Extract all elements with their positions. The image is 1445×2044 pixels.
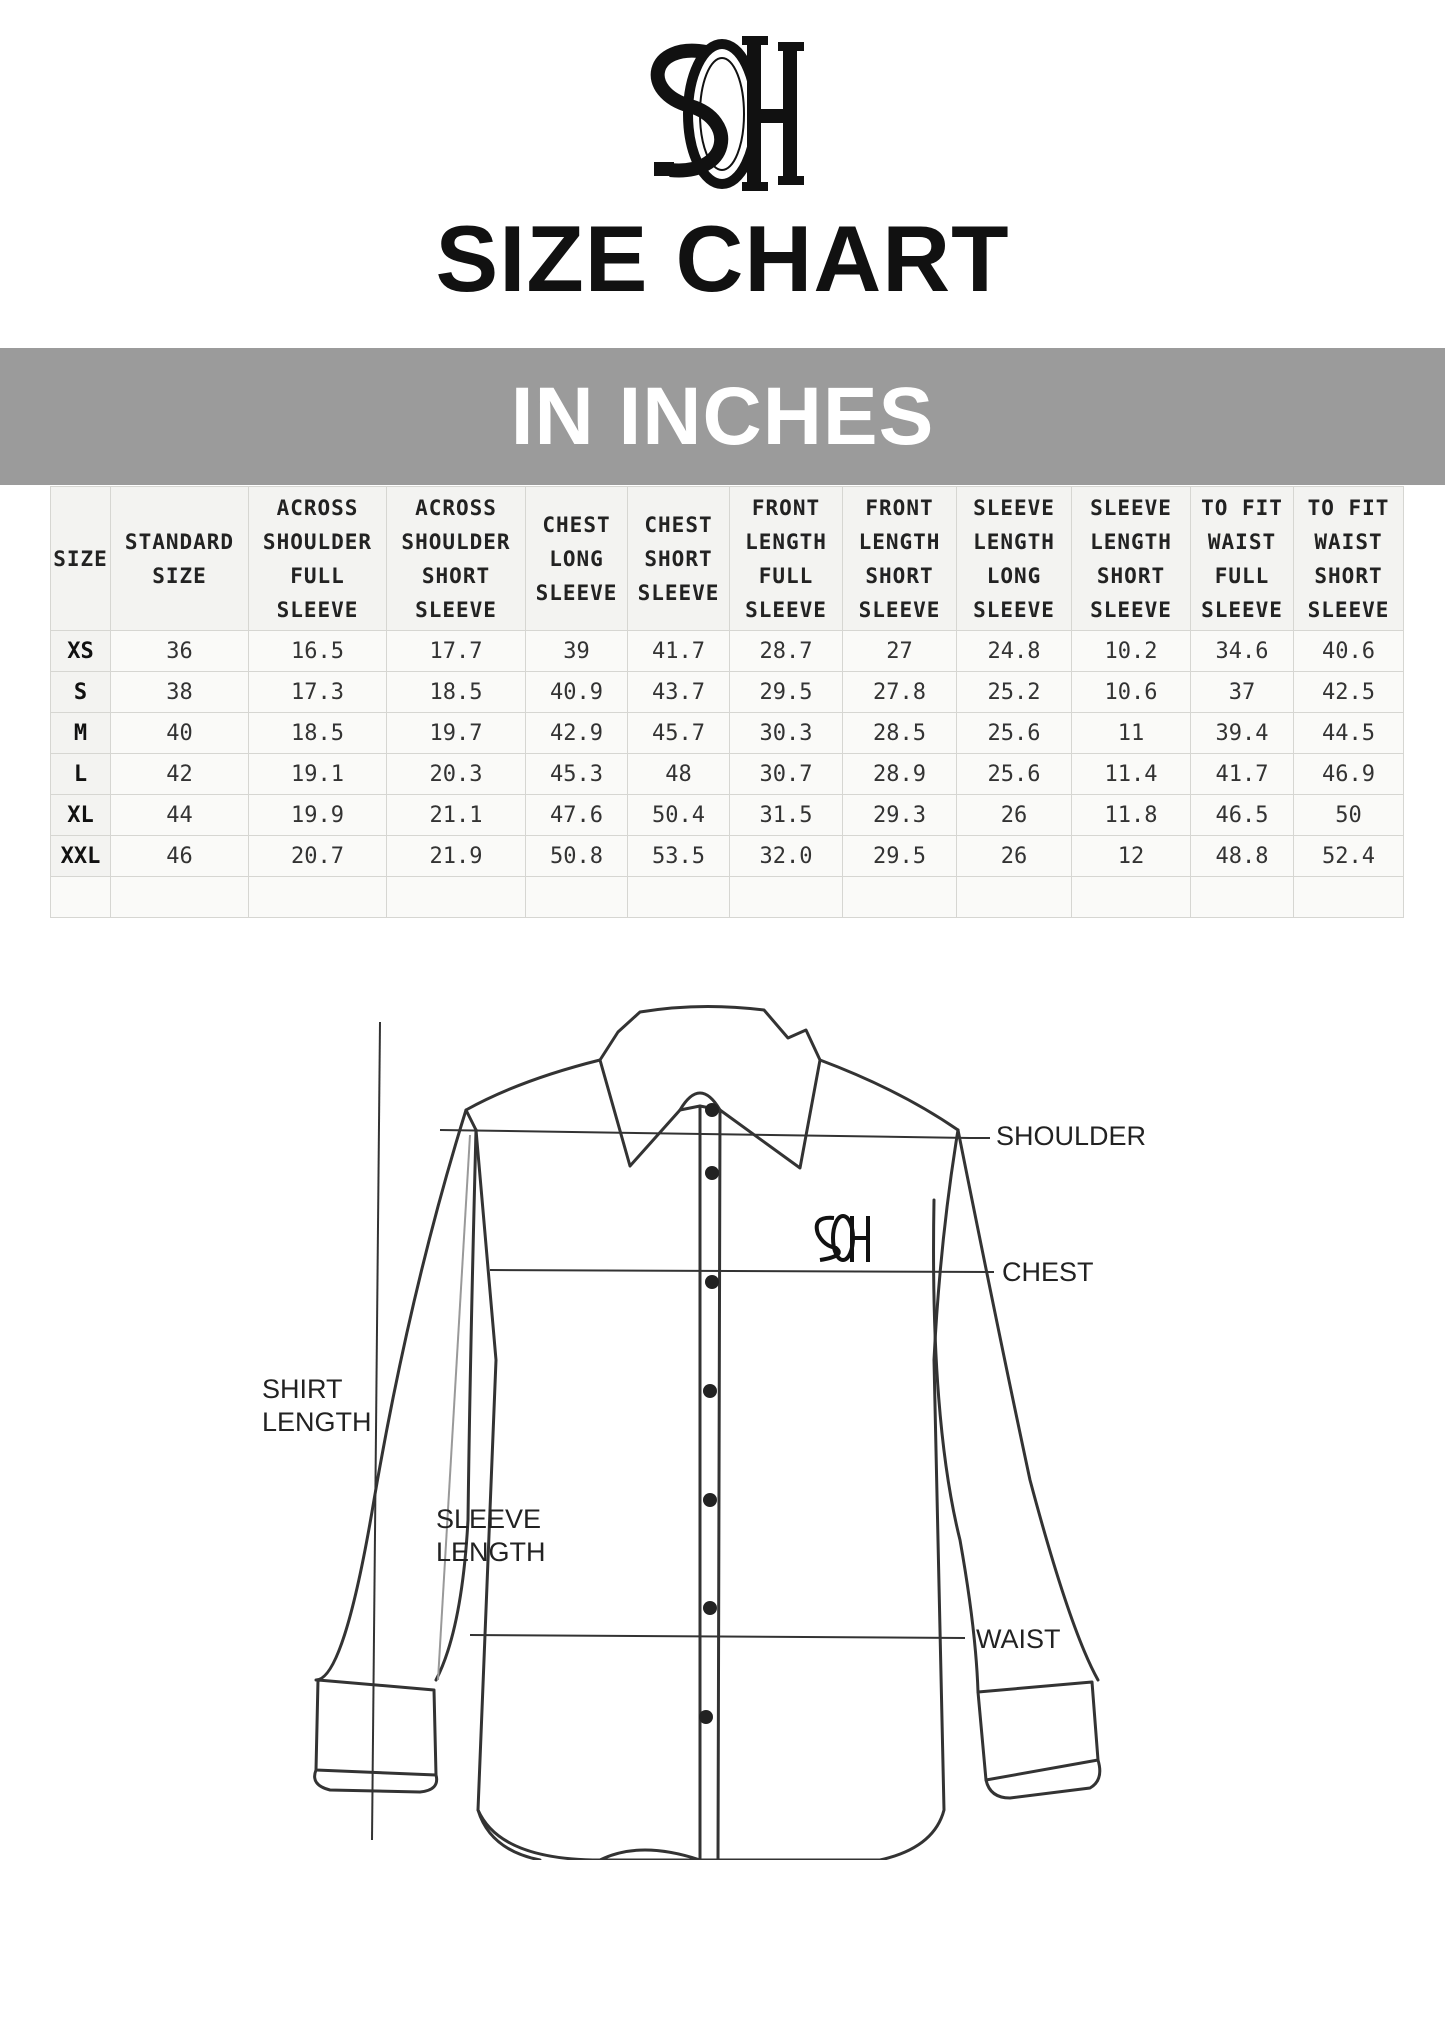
- table-cell: 46.5: [1191, 795, 1294, 836]
- table-cell: 40.9: [526, 672, 628, 713]
- table-cell: 28.7: [730, 631, 843, 672]
- table-cell: 40.6: [1294, 631, 1404, 672]
- table-row: [51, 631, 1404, 672]
- sleeve-length-line: [438, 1135, 470, 1680]
- table-header-row: [51, 487, 1404, 631]
- unit-banner: [0, 348, 1445, 485]
- table-cell: 17.7: [387, 631, 526, 672]
- table-cell: 21.1: [387, 795, 526, 836]
- shirt-length-label-line1: SHIRT: [262, 1374, 343, 1404]
- table-cell: 18.5: [249, 713, 387, 754]
- table-cell: 48: [628, 754, 730, 795]
- page-title: SIZE CHART: [435, 206, 1010, 311]
- hs-monogram-logo: [630, 36, 814, 192]
- table-cell: 12: [1072, 836, 1191, 877]
- table-cell: 46: [111, 836, 249, 877]
- table-cell: 34.6: [1191, 631, 1294, 672]
- table-cell: 42.5: [1294, 672, 1404, 713]
- shirt-length-label-line2: LENGTH: [262, 1407, 372, 1437]
- table-cell: 29.5: [730, 672, 843, 713]
- table-cell: 20.3: [387, 754, 526, 795]
- size-label-cell: M: [51, 713, 111, 754]
- right-sleeve: [958, 1130, 1098, 1680]
- table-cell: 11.8: [1072, 795, 1191, 836]
- shirt-measurement-diagram: [0, 980, 1445, 1860]
- table-cell: 36: [111, 631, 249, 672]
- table-cell: 29.5: [843, 836, 957, 877]
- chest-line: [490, 1270, 994, 1272]
- column-header: FRONT LENGTH FULL SLEEVE: [730, 487, 843, 631]
- table-cell: 45.7: [628, 713, 730, 754]
- table-cell: 16.5: [249, 631, 387, 672]
- table-cell: 10.6: [1072, 672, 1191, 713]
- chest-logo-icon: [817, 1216, 868, 1262]
- table-cell: 52.4: [1294, 836, 1404, 877]
- table-cell: 39.4: [1191, 713, 1294, 754]
- table-cell: 27: [843, 631, 957, 672]
- table-row: [51, 795, 1404, 836]
- size-label-cell: XS: [51, 631, 111, 672]
- shoulder-line: [440, 1130, 970, 1138]
- size-label-cell: S: [51, 672, 111, 713]
- table-cell: 28.5: [843, 713, 957, 754]
- column-header: TO FIT WAIST SHORT SLEEVE: [1294, 487, 1404, 631]
- column-header: ACROSS SHOULDER FULL SLEEVE: [249, 487, 387, 631]
- table-cell: 20.7: [249, 836, 387, 877]
- table-cell: 10.2: [1072, 631, 1191, 672]
- table-cell: 30.3: [730, 713, 843, 754]
- table-cell: 39: [526, 631, 628, 672]
- waist-label: WAIST: [976, 1624, 1061, 1654]
- table-tail-row: [51, 877, 1404, 918]
- size-label-cell: XL: [51, 795, 111, 836]
- sleeve-length-label-line2: LENGTH: [436, 1537, 546, 1567]
- size-label-cell: XXL: [51, 836, 111, 877]
- shirt-length-line: [372, 1022, 380, 1840]
- table-cell: 42: [111, 754, 249, 795]
- table-cell: 32.0: [730, 836, 843, 877]
- table-cell: 25.6: [957, 713, 1072, 754]
- table-cell: 11: [1072, 713, 1191, 754]
- table-cell: 31.5: [730, 795, 843, 836]
- table-cell: 50.4: [628, 795, 730, 836]
- table-cell: 37: [1191, 672, 1294, 713]
- table-cell: 50.8: [526, 836, 628, 877]
- size-table: [50, 486, 1404, 918]
- table-cell: 48.8: [1191, 836, 1294, 877]
- chest-label: CHEST: [1002, 1257, 1094, 1287]
- table-cell: 18.5: [387, 672, 526, 713]
- table-row: [51, 836, 1404, 877]
- table-row: [51, 754, 1404, 795]
- table-cell: 25.6: [957, 754, 1072, 795]
- column-header: CHEST SHORT SLEEVE: [628, 487, 730, 631]
- table-cell: 21.9: [387, 836, 526, 877]
- shirt-collar: [600, 1006, 820, 1168]
- table-cell: 38: [111, 672, 249, 713]
- column-header: SLEEVE LENGTH LONG SLEEVE: [957, 487, 1072, 631]
- table-cell: 41.7: [1191, 754, 1294, 795]
- table-cell: 24.8: [957, 631, 1072, 672]
- table-cell: 50: [1294, 795, 1404, 836]
- table-cell: 43.7: [628, 672, 730, 713]
- table-cell: 41.7: [628, 631, 730, 672]
- column-header: CHEST LONG SLEEVE: [526, 487, 628, 631]
- table-cell: 53.5: [628, 836, 730, 877]
- table-cell: 11.4: [1072, 754, 1191, 795]
- shoulder-label: SHOULDER: [996, 1121, 1147, 1151]
- column-header: ACROSS SHOULDER SHORT SLEEVE: [387, 487, 526, 631]
- column-header: SLEEVE LENGTH SHORT SLEEVE: [1072, 487, 1191, 631]
- table-cell: 44.5: [1294, 713, 1404, 754]
- table-cell: 19.1: [249, 754, 387, 795]
- table-cell: 27.8: [843, 672, 957, 713]
- sleeve-length-label-line1: SLEEVE: [436, 1504, 542, 1534]
- column-header: STANDARD SIZE: [111, 487, 249, 631]
- table-cell: 46.9: [1294, 754, 1404, 795]
- table-cell: 19.7: [387, 713, 526, 754]
- unit-banner-text: IN INCHES: [510, 370, 935, 462]
- table-row: [51, 672, 1404, 713]
- table-cell: 44: [111, 795, 249, 836]
- table-cell: 29.3: [843, 795, 957, 836]
- column-header: FRONT LENGTH SHORT SLEEVE: [843, 487, 957, 631]
- table-cell: 19.9: [249, 795, 387, 836]
- table-cell: 30.7: [730, 754, 843, 795]
- column-header: TO FIT WAIST FULL SLEEVE: [1191, 487, 1294, 631]
- table-cell: 40: [111, 713, 249, 754]
- size-label-cell: L: [51, 754, 111, 795]
- table-cell: 26: [957, 795, 1072, 836]
- table-cell: 47.6: [526, 795, 628, 836]
- column-header: SIZE: [51, 487, 111, 631]
- table-row: [51, 713, 1404, 754]
- table-cell: 26: [957, 836, 1072, 877]
- table-cell: 25.2: [957, 672, 1072, 713]
- table-cell: 42.9: [526, 713, 628, 754]
- table-cell: 17.3: [249, 672, 387, 713]
- table-cell: 28.9: [843, 754, 957, 795]
- table-cell: 45.3: [526, 754, 628, 795]
